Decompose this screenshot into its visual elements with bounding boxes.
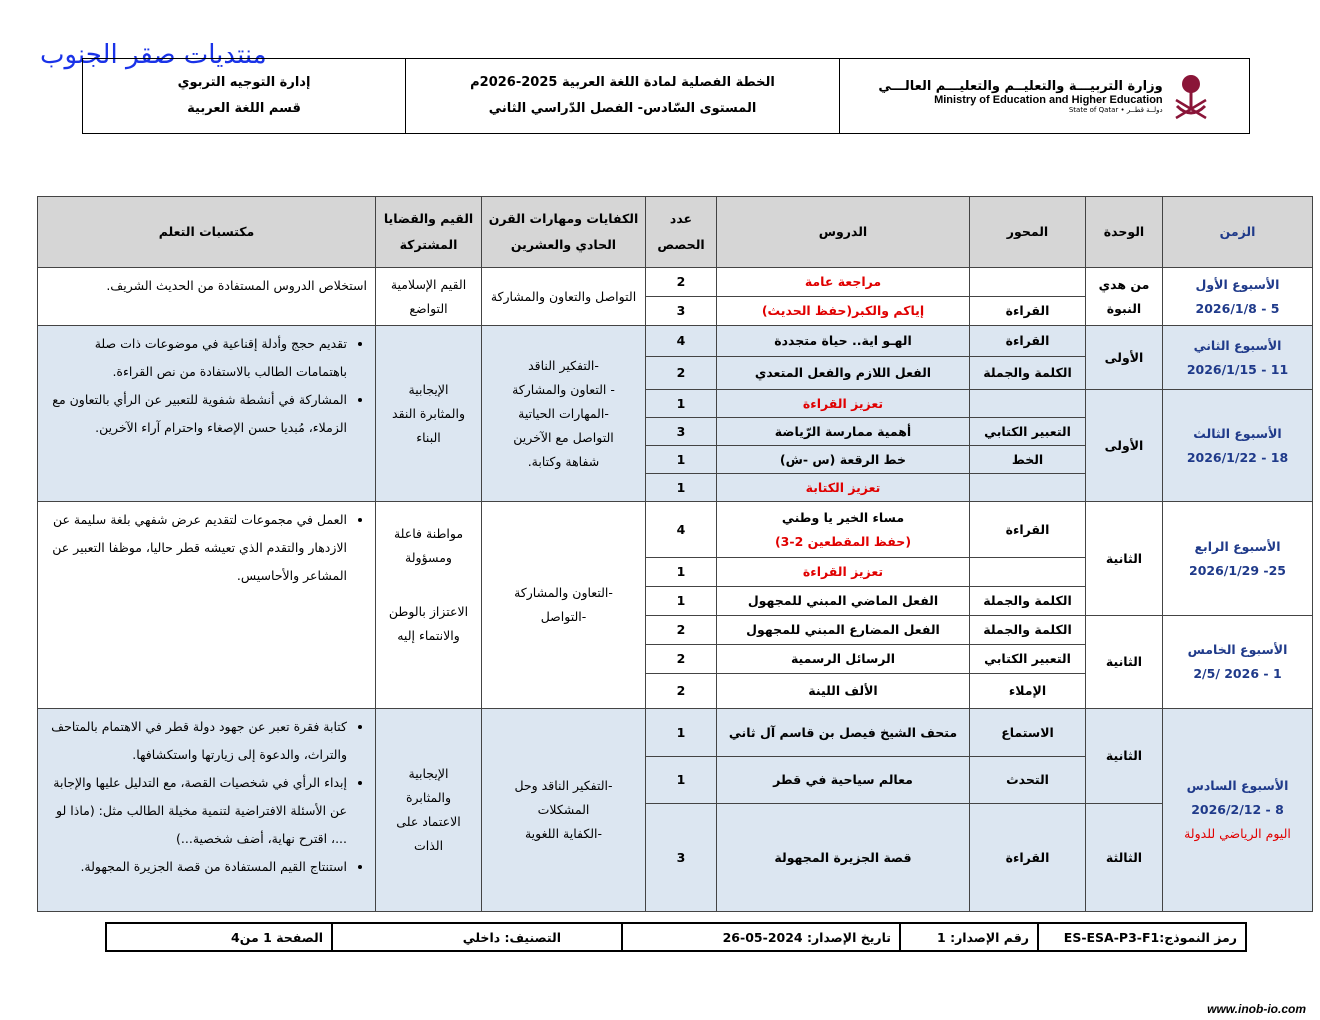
competency-cell (482, 502, 646, 709)
unit-cell: الثانية (1086, 709, 1163, 804)
week-6-note: اليوم الرياضي للدولة (1184, 826, 1291, 841)
week-4-name: الأسبوع الرابع (1194, 538, 1281, 554)
axis-cell: القراءة (970, 297, 1086, 326)
periods-cell: 1 (646, 390, 717, 418)
col-outcomes: مكتسبات التعلم (38, 197, 376, 268)
week-6-cell (1163, 709, 1313, 912)
axis-cell: الكلمة والجملة (970, 587, 1086, 616)
competency-line: -التفكير الناقد (528, 357, 599, 373)
table-row (38, 502, 1313, 558)
unit-cell: الثالثة (1086, 804, 1163, 912)
values-line: الاعتزاز بالوطن (388, 604, 469, 619)
lesson-cell: مراجعة عامة (717, 268, 970, 297)
competency-cell (482, 326, 646, 502)
periods-cell: 1 (646, 757, 717, 804)
table-row (38, 326, 1313, 357)
lesson-text: مساء الخير يا وطني (781, 509, 905, 525)
lesson-cell: متحف الشيخ فيصل بن قاسم آل ثاني (717, 709, 970, 757)
classification: التصنيف: داخلي (332, 923, 622, 951)
outcome-item: • تقديم حجج وأدلة إقناعية في موضوعات ذات صلة باهتمامات الطالب بالاستفادة من نص القراءة. (46, 330, 347, 386)
periods-cell: 3 (646, 804, 717, 912)
axis-cell (970, 268, 1086, 297)
periods-cell: 1 (646, 558, 717, 587)
values-cell (376, 709, 482, 912)
axis-cell (970, 390, 1086, 418)
lesson-cell: الفعل المضارع المبني للمجهول (717, 616, 970, 645)
col-time: الزمن (1163, 197, 1313, 268)
plan-level: المستوى السّادس- الفصل الدّراسي الثاني (488, 101, 757, 116)
periods-cell: 3 (646, 418, 717, 446)
week-3-cell (1163, 390, 1313, 502)
department-cell (83, 59, 405, 133)
lesson-cell: الفعل اللازم والفعل المتعدي (717, 357, 970, 390)
lesson-note: (حفظ المقطعين 2-3) (774, 533, 912, 549)
lesson-cell: أهمية ممارسة الرّياضة (717, 418, 970, 446)
week-5-cell (1163, 616, 1313, 709)
watermark: منتديات صقر الجنوب (40, 40, 267, 70)
values-line: مواطنة فاعلة (393, 526, 464, 541)
week-1-name: الأسبوع الأول (1195, 276, 1280, 292)
competency-line: التواصل مع الآخرين (513, 429, 614, 445)
axis-cell: الاستماع (970, 709, 1086, 757)
document-header (82, 58, 1250, 134)
week-5-name: الأسبوع الخامس (1187, 642, 1288, 657)
periods-cell: 4 (646, 502, 717, 558)
lesson-cell: تعزيز الكتابة (717, 474, 970, 502)
outcome-item: • العمل في مجموعات لتقديم عرض شفهي بلغة سليمة عن الازدهار والتقدم الذي تعيشه قطر حاليا، موظفا التعبير عن المشاعر والأحاسيس. (46, 506, 347, 590)
values-line: الإيجابية (408, 381, 449, 397)
axis-cell: الإملاء (970, 674, 1086, 709)
periods-cell: 2 (646, 645, 717, 674)
unit-cell: من هدي النبوة (1086, 268, 1163, 326)
state-label: State of Qatar • دولــة قطــر (1068, 105, 1163, 114)
week-4-dates: 25- 2026/1/29 (1189, 562, 1286, 578)
axis-cell: التعبير الكتابي (970, 418, 1086, 446)
values-line: ومسؤولة (405, 550, 452, 565)
form-code: رمز النموذج:ES-ESA-P3-F1 (1038, 923, 1246, 951)
lesson-cell: الهـو اية.. حياة متجددة (717, 326, 970, 357)
competency-line: - التعاون والمشاركة (512, 381, 615, 397)
periods-cell: 1 (646, 446, 717, 474)
col-unit: الوحدة (1086, 197, 1163, 268)
competency-line: -التعاون والمشاركة (514, 585, 613, 600)
department-name: إدارة التوجيه التربوي (177, 75, 311, 90)
lesson-cell (717, 297, 970, 326)
axis-cell: الخط (970, 446, 1086, 474)
col-competencies: الكفايات ومهارات القرن الحادي والعشرين (482, 197, 646, 268)
values-line: البناء (416, 429, 441, 445)
outcome-item: • المشاركة في أنشطة شفوية للتعبير عن الرأي بالتعاون مع الزملاء، مُبديا حسن الإصغاء واحترام آراء الآخرين. (46, 386, 347, 442)
week-6-name: الأسبوع السادس (1186, 778, 1289, 793)
week-3-dates: 18 - 2026/1/22 (1186, 449, 1289, 465)
axis-cell: الكلمة والجملة (970, 357, 1086, 390)
lesson-cell: خط الرقعة (س -ش) (717, 446, 970, 474)
periods-cell: 4 (646, 326, 717, 357)
values-line: والمثابرة النقد (392, 405, 465, 421)
version-number: رقم الإصدار: 1 (900, 923, 1038, 951)
periods-cell: 2 (646, 268, 717, 297)
document-footer (105, 922, 1247, 952)
periods-cell: 2 (646, 616, 717, 645)
competency-cell: التواصل والتعاون والمشاركة (482, 268, 646, 326)
values-line: الإيجابية (408, 766, 449, 781)
week-5-dates: 1 - 2026 /2/5 (1193, 666, 1282, 681)
values-cell (376, 502, 482, 709)
week-1-cell (1163, 268, 1313, 326)
week-2-dates: 11 - 2026/1/15 (1186, 361, 1289, 377)
periods-cell: 2 (646, 357, 717, 390)
col-lessons: الدروس (717, 197, 970, 268)
plan-title: الخطة الفصلية لمادة اللغة العربية 2025-2026م (470, 75, 775, 90)
values-line: والمثابرة (405, 790, 452, 805)
unit-cell: الأولى (1086, 390, 1163, 502)
axis-cell: القراءة (970, 326, 1086, 357)
axis-cell (970, 474, 1086, 502)
axis-cell (970, 558, 1086, 587)
axis-cell: الكلمة والجملة (970, 616, 1086, 645)
outcome-item: • استنتاج القيم المستفادة من قصة الجزيرة المجهولة. (46, 853, 347, 881)
competency-line: -التواصل (540, 609, 587, 624)
week-4-cell (1163, 502, 1313, 616)
competency-line: -الكفاية اللغوية (524, 826, 603, 841)
semester-plan-table (37, 196, 1313, 912)
lesson-cell: قصة الجزيرة المجهولة (717, 804, 970, 912)
axis-cell: القراءة (970, 804, 1086, 912)
week-1-dates: 5 - 2026/1/8 (1195, 300, 1280, 316)
outcome-cell (38, 709, 376, 912)
lesson-cell (717, 502, 970, 558)
outcome-cell (38, 502, 376, 709)
outcome-item: • إبداء الرأي في شخصيات القصة، مع التدليل عليها والإجابة عن الأسئلة الافتراضية لتنمية مخيلة الطالب مثل: (ماذا لو ...، اقترح نهاية، أضف شخصية...) (46, 769, 347, 853)
periods-cell: 2 (646, 674, 717, 709)
periods-cell: 1 (646, 587, 717, 616)
qatar-emblem-icon (1171, 70, 1211, 122)
plan-title-cell (405, 59, 839, 133)
periods-cell: 1 (646, 474, 717, 502)
week-2-name: الأسبوع الثاني (1193, 337, 1282, 353)
week-6-dates: 8 - 2026/2/12 (1191, 802, 1284, 817)
section-name: قسم اللغة العربية (187, 101, 301, 116)
competency-cell (482, 709, 646, 912)
competency-line: المشكلات (537, 802, 590, 817)
issue-date: تاريخ الإصدار: 2024-05-26 (622, 923, 900, 951)
page-number: الصفحة 1 من4 (106, 923, 332, 951)
axis-cell: التحدث (970, 757, 1086, 804)
week-3-name: الأسبوع الثالث (1193, 425, 1282, 441)
lesson-cell: معالم سياحية في قطر (717, 757, 970, 804)
values-line: الاعتماد على (396, 814, 461, 829)
lesson-cell: الرسائل الرسمية (717, 645, 970, 674)
lesson-cell: الفعل الماضي المبني للمجهول (717, 587, 970, 616)
competency-line: -التفكير الناقد وحل (514, 778, 613, 793)
values-cell: القيم الإسلامية التواضع (376, 268, 482, 326)
table-row (38, 709, 1313, 757)
col-values: القيم والقضايا المشتركة (376, 197, 482, 268)
site-link[interactable]: www.inob-io.com (1207, 1002, 1306, 1016)
unit-cell: الثانية (1086, 502, 1163, 616)
outcome-cell (38, 326, 376, 502)
axis-cell: القراءة (970, 502, 1086, 558)
ministry-name-ar: وزارة التربيـــة والتعليــم والتعليـــم العالـــي (878, 78, 1163, 94)
week-2-cell (1163, 326, 1313, 390)
axis-cell: التعبير الكتابي (970, 645, 1086, 674)
values-cell (376, 326, 482, 502)
lesson-text: إياكم والكبر(حفظ الحديث) (761, 303, 925, 318)
ministry-logo-cell (839, 59, 1249, 133)
col-axis: المحور (970, 197, 1086, 268)
periods-cell: 3 (646, 297, 717, 326)
col-periods: عدد الحصص (646, 197, 717, 268)
periods-cell: 1 (646, 709, 717, 757)
table-row (38, 268, 1313, 297)
values-line: والانتماء إليه (397, 628, 460, 643)
table-header-row (38, 197, 1313, 268)
lesson-cell: الألف اللينة (717, 674, 970, 709)
lesson-cell: تعزيز القراءة (717, 558, 970, 587)
unit-cell: الأولى (1086, 326, 1163, 390)
unit-cell: الثانية (1086, 616, 1163, 709)
lesson-cell: تعزيز القراءة (717, 390, 970, 418)
values-line: الذات (413, 838, 444, 853)
competency-line: شفاهة وكتابة. (527, 453, 600, 469)
outcome-item: • كتابة فقرة تعبر عن جهود دولة قطر في الاهتمام بالمتاحف والتراث، والدعوة إلى زيارتها واستكشافها. (46, 713, 347, 769)
ministry-name-en: Ministry of Education and Higher Education (934, 93, 1163, 106)
competency-line: -المهارات الحياتية (518, 405, 609, 421)
outcome-cell: استخلاص الدروس المستفادة من الحديث الشريف. (38, 268, 376, 326)
